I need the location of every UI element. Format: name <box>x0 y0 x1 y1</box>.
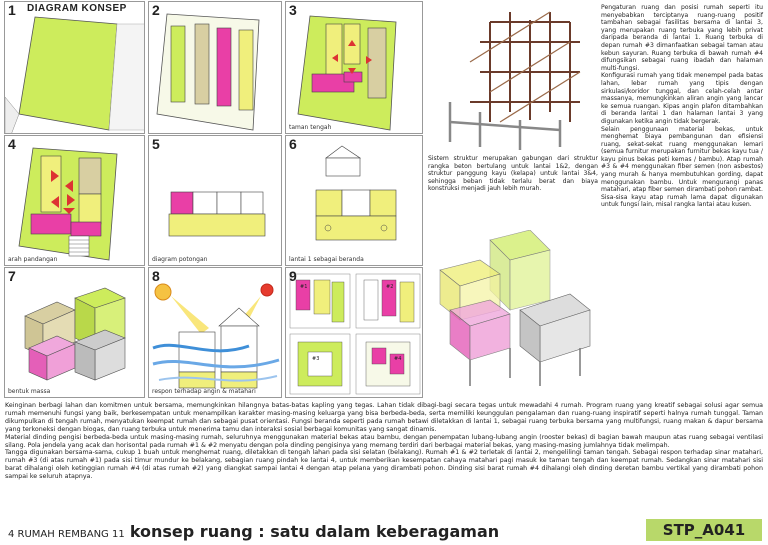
right-paragraph: Konfigurasi rumah yang tidak menempel pada batas lahan, lebar rumah yang tipis dengan sirkulasi/koridor tunggal, dan celah-celah antar massanya, memungkinkan aliran angin yang lancar ke semua ruangan. Kipas angin plafon ditambahkan di beranda lantai 1 dan halaman lantai 3 yang digunakan ketika angin tidak bergerak. <box>601 72 763 125</box>
section-diagram-2 <box>286 136 423 266</box>
panel-5 <box>148 135 282 266</box>
panel-number: 5 <box>152 136 160 152</box>
section-diagram <box>149 136 282 266</box>
panel-caption: arah pandangan <box>8 256 58 263</box>
footer-title <box>8 522 499 541</box>
sun-icon <box>155 284 171 300</box>
panel-3 <box>285 1 423 134</box>
bottom-description <box>5 402 763 481</box>
sun-wind-diagram <box>149 268 282 398</box>
footer-concept: konsep ruang : satu dalam keberagaman <box>129 522 500 541</box>
sun-icon-2 <box>261 284 273 296</box>
site-plan-4 <box>5 136 145 266</box>
plan-label: #2 <box>386 284 394 290</box>
bottom-paragraph: Keinginan berbagi lahan dan komitmen untuk bersama, memungkinkan hilangnya batas-batas kapling yang tegas. Lahan tidak dibagi-bagi secara tegas untuk mewadahi 4 rumah. Program ruang yang kreatif sebagai solusi agar semua rumah memenuhi fungsi yang baik, berkesempatan untuk menampilkan karakter masing-masing keluarga yang bisa berbeda-beda, serta memiliki keunggulan pengalaman dan ruang-ruang inspiratif seperti halnya rumah tunggal. Taman dikumpulkan di tengah rumah, menyatukan keempat rumah dan sebagai pusat orientasi. Fungsi beranda seperti pada rumah betawi diletakkan di lantai 1, sebagai ruang terbuka bersama yang multifungsi, ruang makan & dapur bersama yang terkoneksi dengan biogas, dan ruang terbuka untuk menerima tamu dan interaksi sosial berbagai komunitas yang sangat dinamis. <box>5 402 763 433</box>
massing-axonometric <box>430 230 600 390</box>
page-title: DIAGRAM KONSEP <box>27 3 127 14</box>
panel-caption: taman tengah <box>289 124 332 131</box>
panel-number: 1 <box>8 2 16 18</box>
panel-1 <box>4 1 145 134</box>
plan-label: #4 <box>394 356 402 362</box>
panel-number: 6 <box>289 136 297 152</box>
panel-caption: bentuk massa <box>8 388 51 395</box>
bottom-paragraph: Material dinding pengisi berbeda-beda untuk masing-masing rumah, seluruhnya menggunakan material bekas atau bambu, dengan penempatan lubang-lubang angin (rooster bekas) di bagian bawah maupun atas ruang sebagai ventilasi silang. Pola jendela yang acak dan horisontal pada rumah #1 & #2 menyatu dengan pola dinding pengisinya yang memang terdiri dari berbagai material bekas, yang masing-masing jumlahnya tidak melimpah. <box>5 433 763 449</box>
panel-caption: respon terhadap angin & matahari <box>152 388 256 395</box>
panel-number: 7 <box>8 268 16 284</box>
panel-4 <box>4 135 145 266</box>
panel-7 <box>4 267 145 398</box>
structure-axonometric <box>430 2 590 152</box>
site-plan-3 <box>286 2 423 134</box>
panel-number: 8 <box>152 268 160 284</box>
structure-description: Sistem struktur merupakan gabungan dari struktur rangka beton bertulang untuk lantai 1&2, dengan struktur panggung kayu (kelapa) untuk lantai 3&4, sehingga beban tidak terlalu berat dan biaya konstruksi menjadi jauh lebih murah. <box>428 155 598 193</box>
right-paragraph: Pengaturan ruang dan posisi rumah seperti itu menyebabkan terciptanya ruang-ruang positif tambahan sebagai fasilitas bersama di lantai 3, yang merupakan ruang terbuka yang lebih privat daripada beranda di lantai 1. Ruang terbuka di depan rumah #3 dimanfaatkan sebagai taman atau kebun sayuran. Ruang terbuka di bawah rumah #4 difungsikan sebagai ruang ibadah dan halaman multi-fungsi. <box>601 4 763 72</box>
panel-caption: diagram potongan <box>152 256 208 263</box>
panel-8 <box>148 267 282 398</box>
panel-caption: lantai 1 sebagai beranda <box>289 256 364 263</box>
panel-2 <box>148 1 282 134</box>
massing-diagram <box>5 268 145 398</box>
right-paragraph: Selain penggunaan material bekas, untuk menghemat biaya pembangunan dan efisiensi ruang, sekat-sekat ruang menggunakan lemari (semua furnitur merupakan furnitur bekas kayu tua / kayu pinus bekas peti kemas / bambu). Atap rumah #3 & #4 menggunakan fiber semen (non asbestos) yang murah & hanya membutuhkan gording, dapat menggunakan bambu. Untuk mengurangi panas matahari, atap fiber semen dirambati pohon rambat. Sisa-sisa kayu atap rumah lama dapat digunakan untuk fungsi lain, misal rangka lantai atau kusen. <box>601 125 763 209</box>
footer-project: 4 RUMAH REMBANG 11 <box>8 529 125 540</box>
panel-number: 4 <box>8 136 16 152</box>
sheet-code: STP_A041 <box>646 519 762 541</box>
site-plan-1 <box>5 2 145 134</box>
panel-6 <box>285 135 423 266</box>
site-plan-2 <box>149 2 282 134</box>
right-description <box>601 4 763 209</box>
panel-number: 9 <box>289 268 297 284</box>
bottom-paragraph: Tangga digunakan bersama-sama, cukup 1 buah untuk menghemat ruang, diletakkan di tengah lahan pada sisi selatan (belakang). Rumah #1 & #2 terletak di lantai 2, mengelilingi taman tengah. Sebagai respon terhadap sinar matahari, rumah #3 (di atas rumah #1) pada sisi timur mundur ke belakang, sebagian ruang pindah ke lantai 4, untuk memberikan kesempatan cahaya matahari pagi masuk ke taman tengah dan keempat rumah. Sedangkan sinar matahari sisi barat dihalangi oleh ketinggian rumah #4 (di atas rumah #2) yang diangkat sampai lantai 4 dengan atap pelana yang dirambati pohon. Dinding sisi barat rumah #4 dihalangi oleh dinding deretan bambu vertikal yang dirambati pohon sampai ke seluruh atapnya. <box>5 449 763 481</box>
plan-label: #3 <box>312 356 320 362</box>
panel-number: 3 <box>289 2 297 18</box>
panel-number: 2 <box>152 2 160 18</box>
panel-9 <box>285 267 423 398</box>
plan-label: #1 <box>300 284 308 290</box>
